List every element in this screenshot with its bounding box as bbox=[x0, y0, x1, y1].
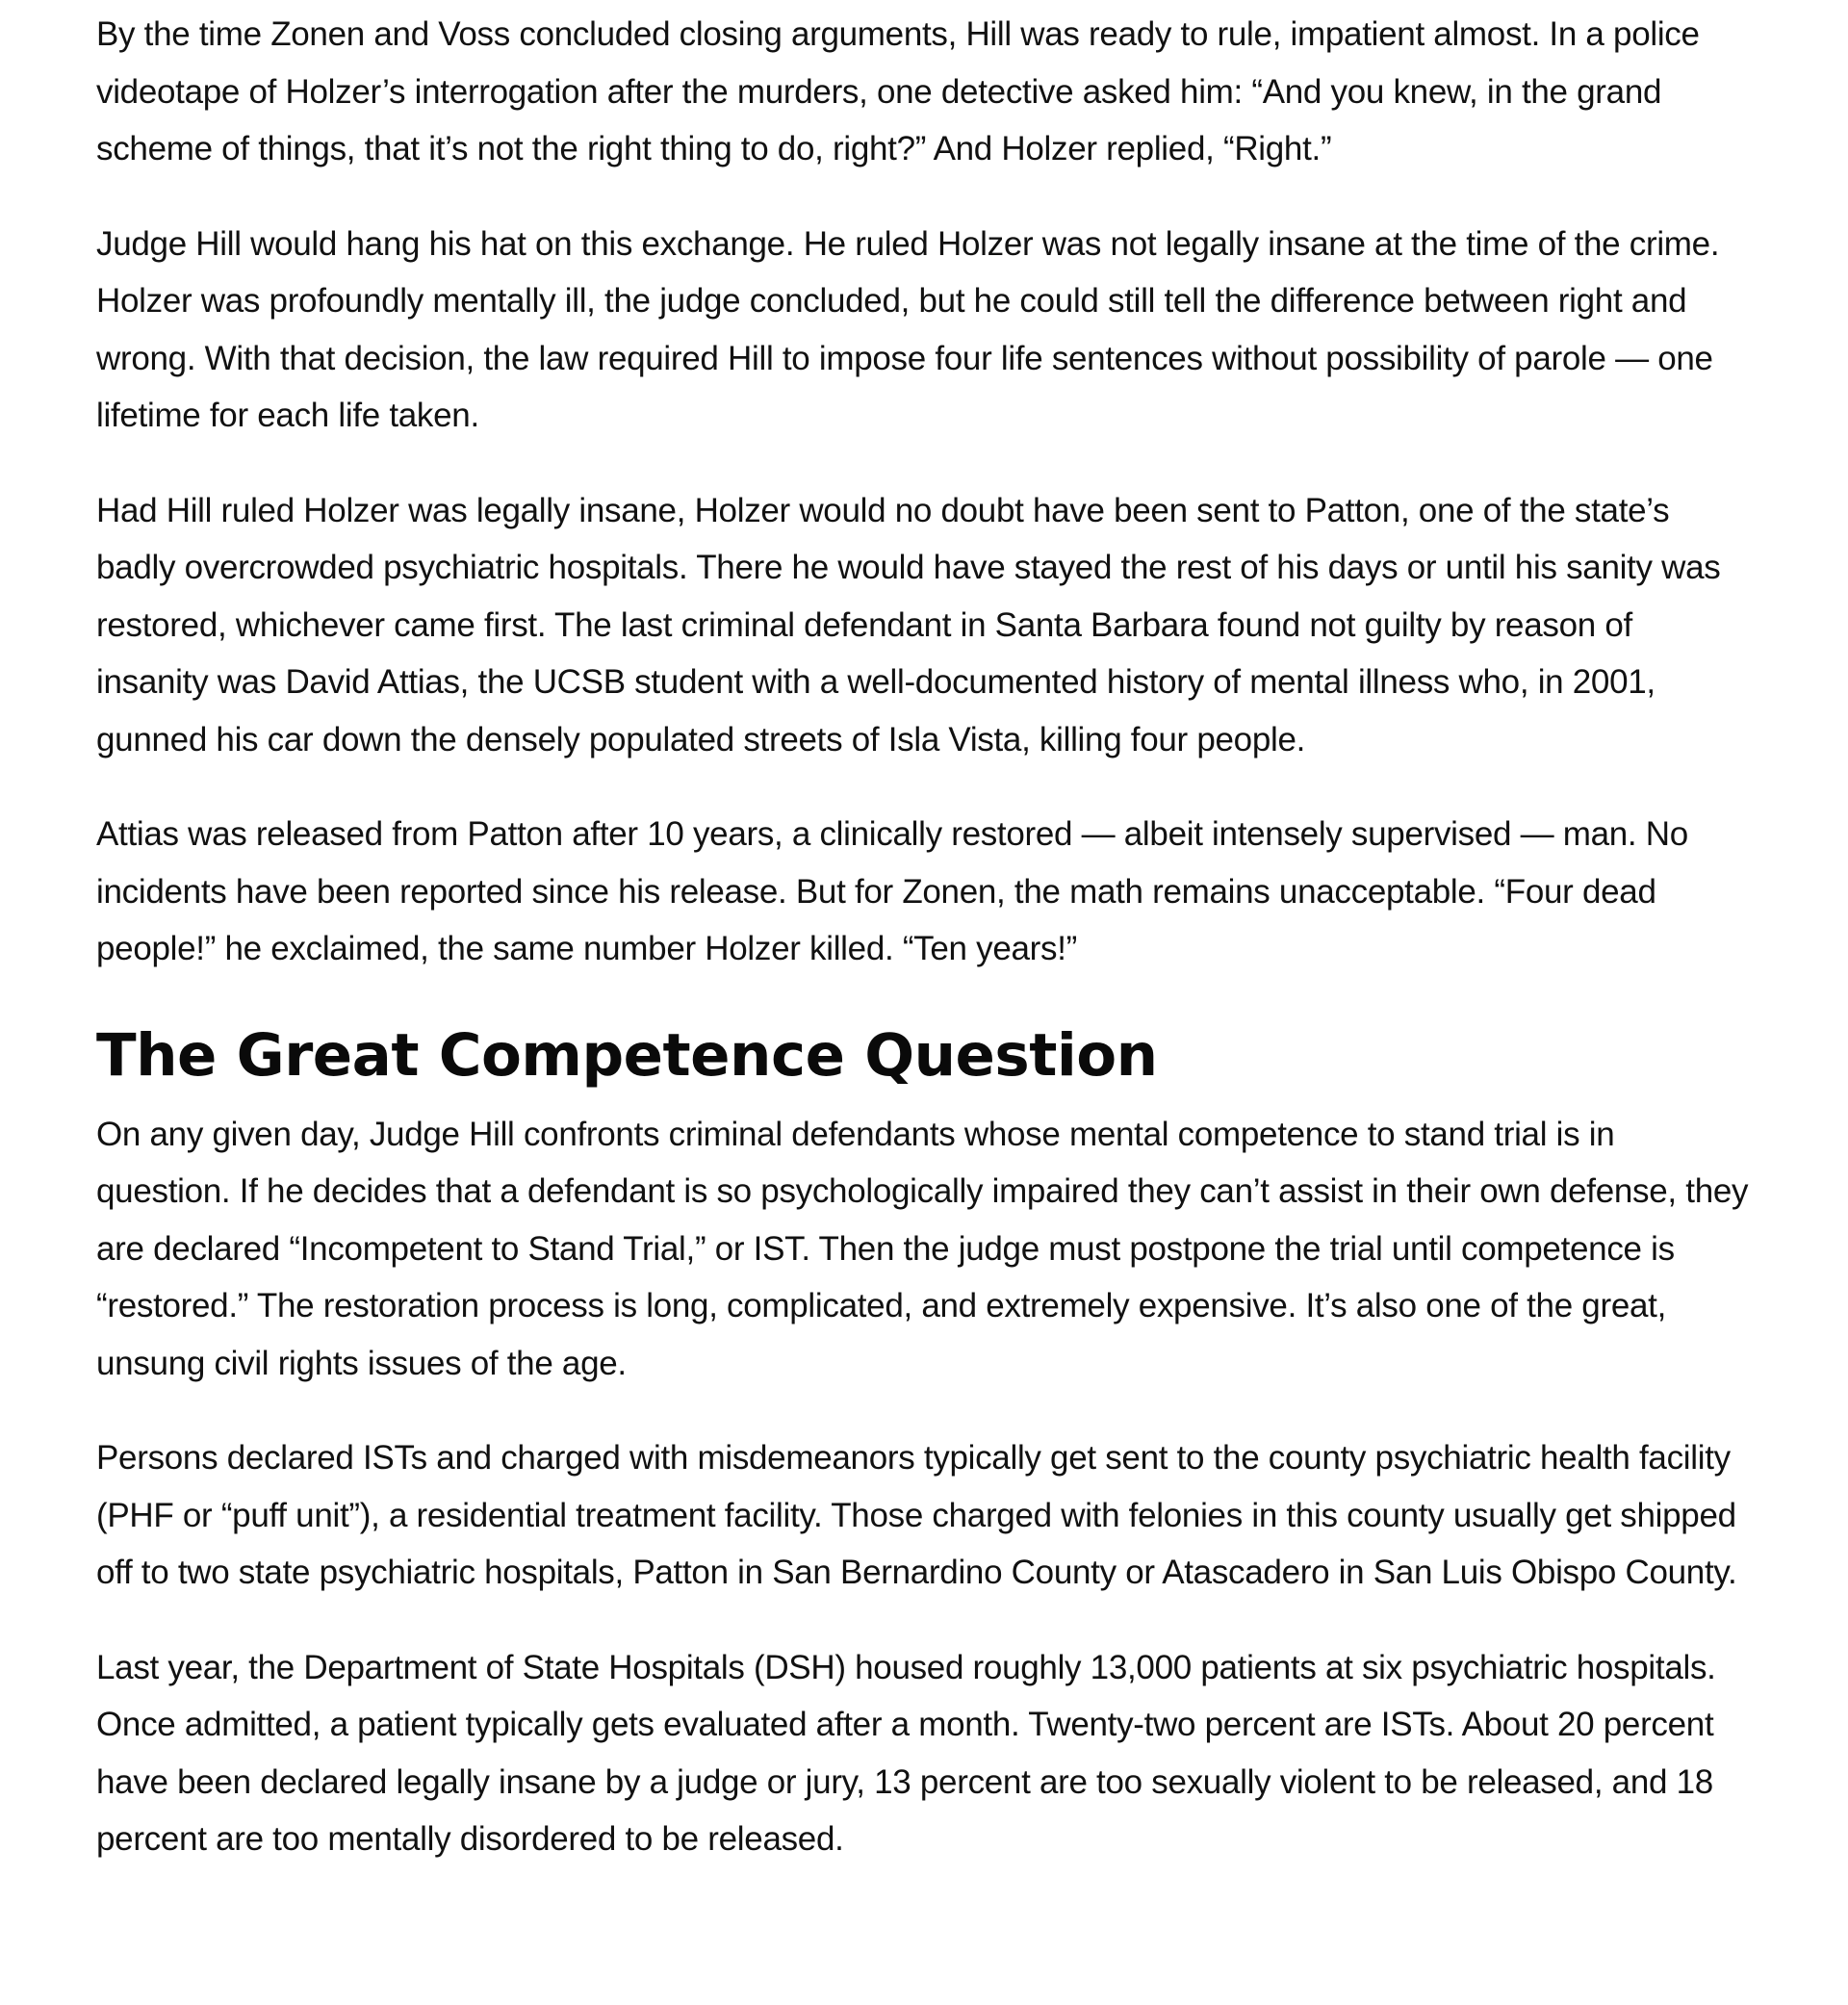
article-paragraph: On any given day, Judge Hill confronts criminal defendants whose mental competence to stand trial is in question. If he decides that a defendant is so psychologically impaired they can’t assist in their own defense, they are declared “Incompetent to Stand Trial,” or IST. Then the judge must postpone the trial until competence is “restored.” The restoration process is long, complicated, and extremely expensive. It’s also one of the great, unsung civil rights issues of the age. bbox=[96, 1115, 1749, 1382]
article-paragraph: Persons declared ISTs and charged with misdemeanors typically get sent to the county psychiatric health facility (PHF or “puff unit”), a residential treatment facility. Those charged with felonies in this county usually get shipped off to two state psychiatric hospitals, Patton in San Bernardino County or Atascadero in San Luis Obispo County. bbox=[96, 1439, 1737, 1591]
article-body bbox=[96, 6, 1752, 1906]
article-paragraph: Judge Hill would hang his hat on this exchange. He ruled Holzer was not legally insane at the time of the crime. Holzer was profoundly mentally ill, the judge concluded, but he could still tell the difference between right and wrong. With that decision, the law required Hill to impose four life sentences without possibility of parole — one lifetime for each life taken. bbox=[96, 224, 1720, 434]
article-paragraph: Attias was released from Patton after 10 years, a clinically restored — albeit intensely supervised — man. No incidents have been reported since his release. But for Zonen, the math remains unacceptable. “Four dead people!” he exclaimed, the same number Holzer killed. “Ten years!” bbox=[96, 815, 1688, 967]
article-paragraph: By the time Zonen and Voss concluded closing arguments, Hill was ready to rule, impatient almost. In a police videotape of Holzer’s interrogation after the murders, one detective asked him: “And you knew, in the grand scheme of things, that it’s not the right thing to do, right?” And Holzer replied, “Right.” bbox=[96, 15, 1700, 167]
section-heading: The Great Competence Question bbox=[96, 1020, 1158, 1090]
article-paragraph: Had Hill ruled Holzer was legally insane, Holzer would no doubt have been sent to Patton, one of the state’s badly overcrowded psychiatric hospitals. There he would have stayed the rest of his days or until his sanity was restored, whichever came first. The last criminal defendant in Santa Barbara found not guilty by reason of insanity was David Attias, the UCSB student with a well-documented history of mental illness who, in 2001, gunned his car down the densely populated streets of Isla Vista, killing four people. bbox=[96, 491, 1721, 758]
article-paragraph: Last year, the Department of State Hospitals (DSH) housed roughly 13,000 patients at six psychiatric hospitals. Once admitted, a patient typically gets evaluated after a month. Twenty-two percent are ISTs. About 20 percent have been declared legally insane by a judge or jury, 13 percent are too sexually violent to be released, and 18 percent are too mentally disordered to be released. bbox=[96, 1648, 1716, 1858]
